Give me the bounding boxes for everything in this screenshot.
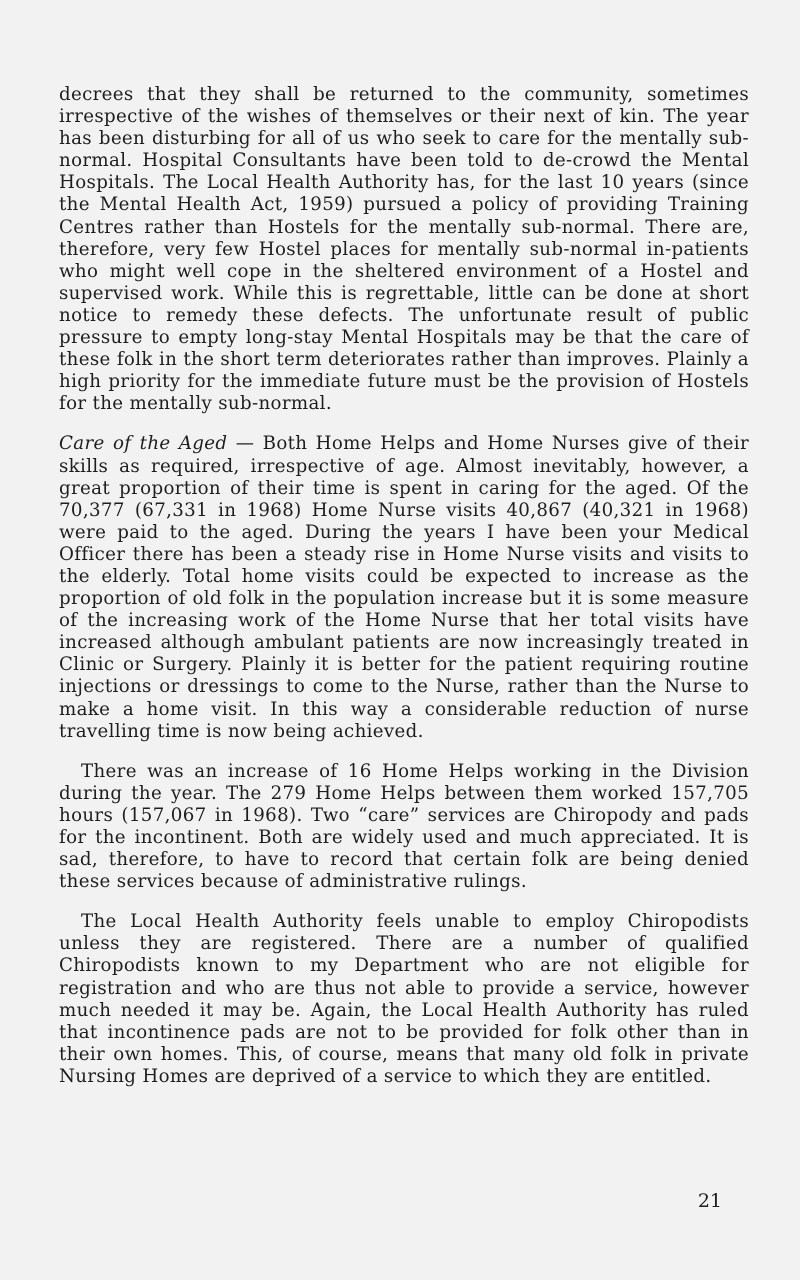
paragraph-text: decrees that they shall be returned to the community, sometimes irrespective of the wishes of themselves or their next of kin. The year has been disturbing for all of us who seek to care for the mentally sub-normal. Hospital Consultants have been told to de-crowd the Mental Hospitals. The Local Health Authority has, for the last 10 years (since the Mental Health Act, 1959) pursued a policy of providing Training Centres rather than Hostels for the mentally sub-normal. There are, therefore, very few Hostel places for mentally sub-normal in-patients who might well cope in the sheltered environment of a Hostel and supervised work. While this is regrettable, little can be done at short notice to remedy these defects. The unfortunate result of public pressure to empty long-stay Mental Hospitals may be that the care of these folk in the short term deteriorates rather than improves. Plainly a high priority for the immediate future must be the provision of Hostels for the mentally sub-normal. bbox=[59, 84, 749, 415]
page-number: 21 bbox=[697, 1190, 722, 1212]
section-heading: Care of the Aged bbox=[59, 433, 228, 455]
paragraph-care-of-the-aged bbox=[59, 433, 749, 742]
paragraph-text: — Both Home Helps and Home Nurses give of their skills as required, irrespective of age. Almost inevitably, however, a great proportion of their time is spent in caring for the aged. Of the 70,377 (67,331 in 1968) Home Nurse visits 40,867 (40,321 in 1968) were paid to the aged. During the years I have been your Medical Officer there has been a steady rise in Home Nurse visits and visits to the elderly. Total home visits could be expected to increase as the proportion of old folk in the population increase but it is some measure of the increasing work of the Home Nurse that her total visits have increased although ambulant patients are now increasingly treated in Clinic or Surgery. Plainly it is better for the patient requiring routine injections or dressings to come to the Nurse, rather than the Nurse to make a home visit. In this way a considerable reduction of nurse travelling time is now being achieved. bbox=[59, 433, 749, 742]
paragraph-home-helps bbox=[59, 761, 749, 894]
paragraph-hostels bbox=[59, 84, 749, 415]
document-body bbox=[59, 84, 749, 1106]
paragraph-text: The Local Health Authority feels unable to employ Chiropodists unless they are registered. There are a number of qualified Chiropodists known to my Department who are not eligible for registration and who are thus not able to provide a service, however much needed it may be. Again, the Local Health Authority has ruled that incontinence pads are not to be provided for folk other than in their own homes. This, of course, means that many old folk in private Nursing Homes are deprived of a service to which they are entitled. bbox=[59, 911, 749, 1087]
paragraph-chiropodists bbox=[59, 911, 749, 1088]
paragraph-text: There was an increase of 16 Home Helps working in the Division during the year. The 279 Home Helps between them worked 157,705 hours (157,067 in 1968). Two “care” services are Chiropody and pads for the incontinent. Both are widely used and much appreciated. It is sad, therefore, to have to record that certain folk are being denied these services because of administrative rulings. bbox=[59, 760, 749, 893]
